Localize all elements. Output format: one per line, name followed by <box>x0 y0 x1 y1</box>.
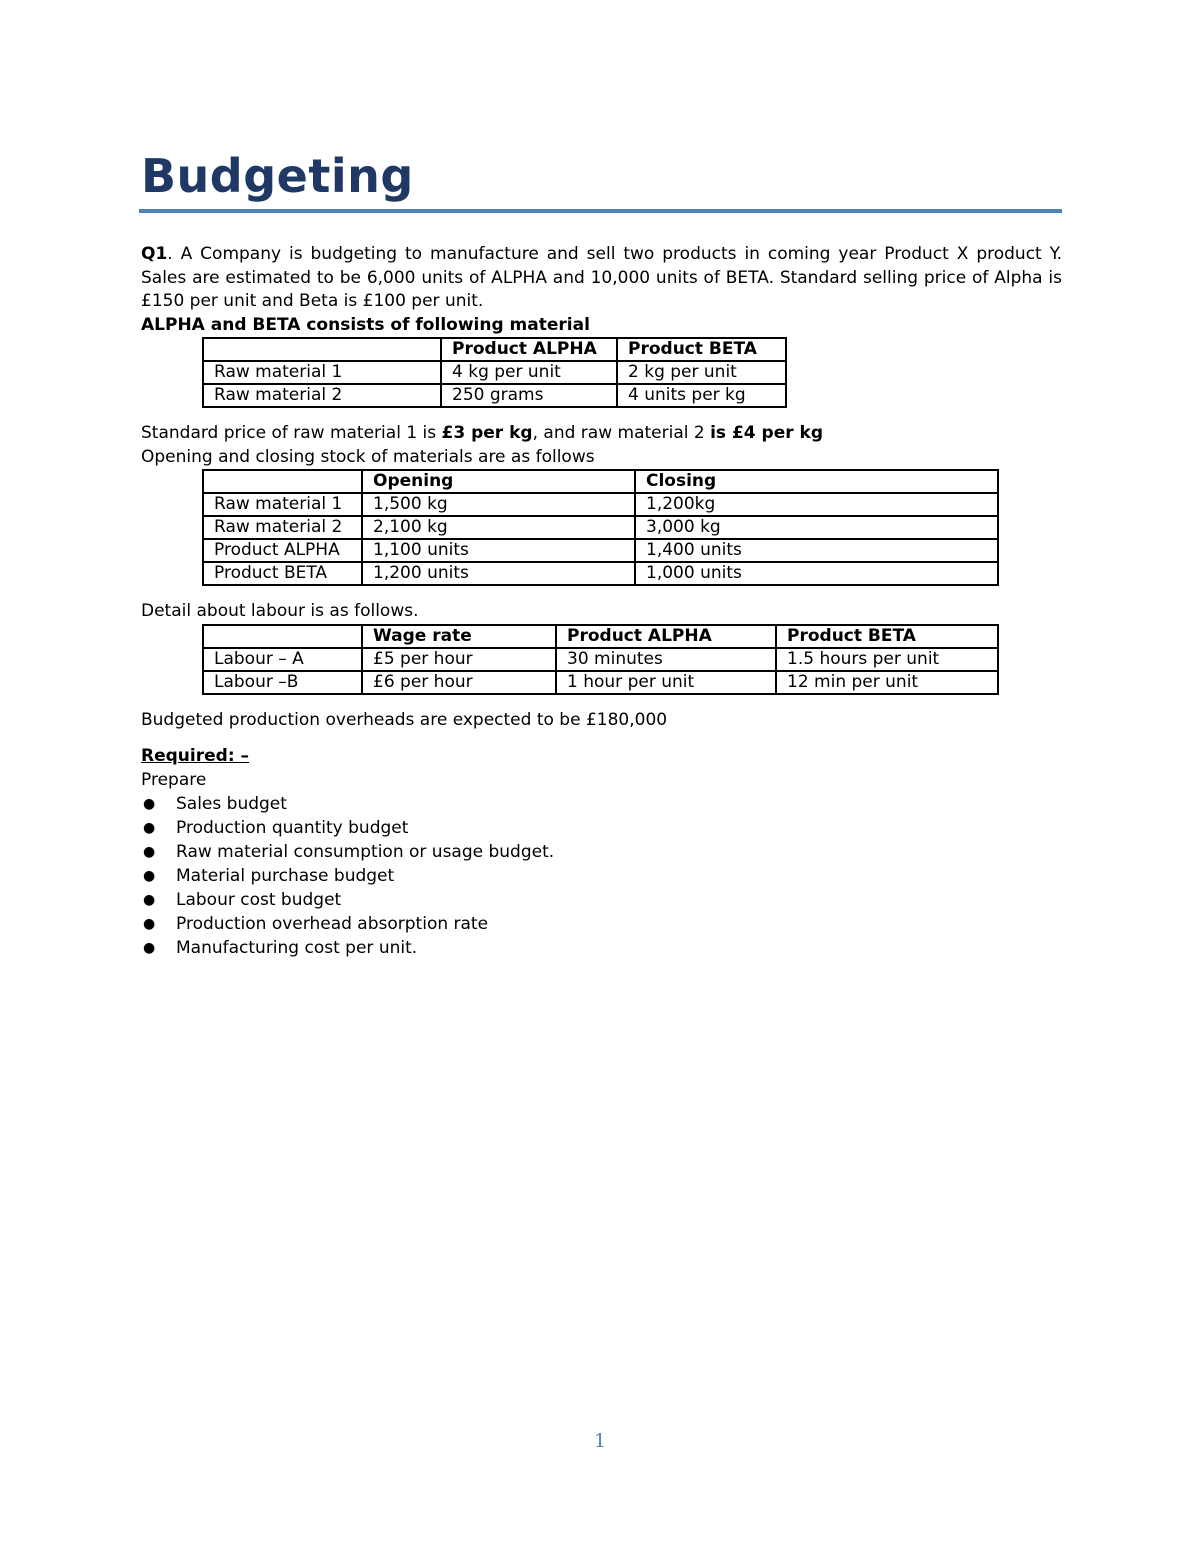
table-cell: 1,400 units <box>635 539 998 562</box>
list-item <box>141 912 1062 936</box>
bullet-icon: ● <box>143 844 156 860</box>
list-item-text: Production quantity budget <box>176 818 409 838</box>
bullet-icon: ● <box>143 796 156 812</box>
list-item-text: Production overhead absorption rate <box>176 914 489 934</box>
list-item-text: Manufacturing cost per unit. <box>176 938 418 958</box>
table-header-row <box>203 470 998 493</box>
table-header-row <box>203 625 998 648</box>
list-item <box>141 864 1062 888</box>
document-body <box>141 243 1062 960</box>
price-line <box>141 422 1062 446</box>
table-row <box>203 361 786 384</box>
table-header-cell: Product BETA <box>617 338 786 361</box>
table-header-cell: Product ALPHA <box>556 625 776 648</box>
list-item <box>141 888 1062 912</box>
table-cell: Raw material 1 <box>203 361 441 384</box>
table-row <box>203 493 998 516</box>
price-value: £3 per kg <box>441 423 533 443</box>
list-item <box>141 816 1062 840</box>
stock-intro: Opening and closing stock of materials are as follows <box>141 446 595 467</box>
required-label: Required <box>141 746 228 766</box>
bullet-icon: ● <box>143 940 156 956</box>
table-header-cell: Closing <box>635 470 998 493</box>
table-cell: 2,100 kg <box>362 516 635 539</box>
bullet-icon: ● <box>143 916 156 932</box>
question-text: . A Company is budgeting to manufacture and sell two products in coming year Product X product Y. Sales are estimated to be 6,000 units of ALPHA and 10,000 units of BETA. Standard selling price of Alpha is £150 per unit and Beta is £100 per unit. <box>141 244 1062 311</box>
table-cell: 1,500 kg <box>362 493 635 516</box>
table-cell: 4 kg per unit <box>441 361 617 384</box>
table-cell: Labour –B <box>203 671 362 694</box>
table-header-cell <box>203 338 441 361</box>
table-cell: Labour – A <box>203 648 362 671</box>
table-cell: 250 grams <box>441 384 617 407</box>
price-value: is £4 per kg <box>710 423 824 443</box>
table-cell: 30 minutes <box>556 648 776 671</box>
question-label: Q1 <box>141 244 168 264</box>
overheads-line: Budgeted production overheads are expected to be £180,000 <box>141 709 668 730</box>
table-cell: 1,100 units <box>362 539 635 562</box>
required-heading <box>141 745 1062 769</box>
table-cell: £6 per hour <box>362 671 556 694</box>
table-cell: 4 units per kg <box>617 384 786 407</box>
materials-heading: ALPHA and BETA consists of following material <box>141 314 590 335</box>
table-header-cell: Wage rate <box>362 625 556 648</box>
bullet-icon: ● <box>143 892 156 908</box>
table-row <box>203 562 998 585</box>
list-item-text: Labour cost budget <box>176 890 342 910</box>
materials-table <box>202 337 787 408</box>
price-text: Standard price of raw material 1 is <box>141 423 442 443</box>
table-cell: 2 kg per unit <box>617 361 786 384</box>
bullet-icon: ● <box>143 868 156 884</box>
list-item-text: Raw material consumption or usage budget. <box>176 842 555 862</box>
list-item <box>141 792 1062 816</box>
table-header-cell: Product ALPHA <box>441 338 617 361</box>
list-item-text: Material purchase budget <box>176 866 395 886</box>
table-cell: £5 per hour <box>362 648 556 671</box>
bullet-icon: ● <box>143 820 156 836</box>
table-header-row <box>203 338 786 361</box>
table-cell: Raw material 2 <box>203 384 441 407</box>
question-paragraph <box>141 243 1062 314</box>
stock-table <box>202 469 999 586</box>
list-item <box>141 840 1062 864</box>
table-row <box>203 671 998 694</box>
table-cell: 1,200kg <box>635 493 998 516</box>
list-item <box>141 936 1062 960</box>
table-row <box>203 648 998 671</box>
table-header-cell <box>203 470 362 493</box>
labour-table <box>202 624 999 695</box>
table-cell: 1.5 hours per unit <box>776 648 998 671</box>
list-item-text: Sales budget <box>176 794 287 814</box>
page-title: Budgeting <box>141 149 414 203</box>
prepare-label: Prepare <box>141 769 207 790</box>
table-cell: 1 hour per unit <box>556 671 776 694</box>
labour-intro: Detail about labour is as follows. <box>141 601 419 621</box>
table-cell: Product ALPHA <box>203 539 362 562</box>
table-header-cell <box>203 625 362 648</box>
table-cell: 12 min per unit <box>776 671 998 694</box>
table-row <box>203 516 998 539</box>
page-number: 1 <box>593 1430 607 1452</box>
table-row <box>203 539 998 562</box>
title-underline <box>139 209 1062 213</box>
table-header-cell: Opening <box>362 470 635 493</box>
table-cell: 1,000 units <box>635 562 998 585</box>
table-header-cell: Product BETA <box>776 625 998 648</box>
price-text: , and raw material 2 <box>532 423 711 443</box>
table-cell: Product BETA <box>203 562 362 585</box>
table-cell: Raw material 2 <box>203 516 362 539</box>
required-suffix: : – <box>227 746 250 766</box>
table-cell: 3,000 kg <box>635 516 998 539</box>
table-cell: Raw material 1 <box>203 493 362 516</box>
table-cell: 1,200 units <box>362 562 635 585</box>
requirements-list <box>141 792 1062 960</box>
table-row <box>203 384 786 407</box>
